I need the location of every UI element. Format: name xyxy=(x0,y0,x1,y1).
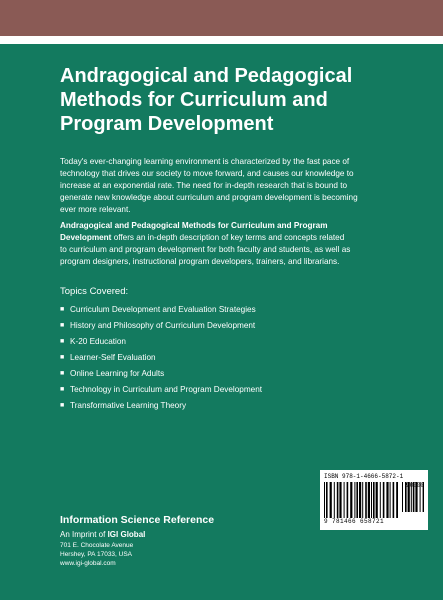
barcode-bar xyxy=(373,482,375,518)
barcode-bar xyxy=(386,482,388,518)
bullet-icon: ■ xyxy=(60,370,65,377)
bullet-icon: ■ xyxy=(60,354,65,361)
book-title xyxy=(60,64,420,136)
barcode-bar xyxy=(396,482,398,518)
topic-item xyxy=(60,382,400,398)
bullet-icon: ■ xyxy=(60,386,65,393)
bullet-icon: ■ xyxy=(60,306,65,313)
isbn-label: ISBN 978-1-4666-5872-1 xyxy=(324,473,404,480)
description-paragraph xyxy=(60,220,420,268)
barcode-digits: 9 781466 658721 xyxy=(324,518,385,525)
topic-item xyxy=(60,398,400,414)
imprint-name: IGI Global xyxy=(107,530,146,539)
bullet-icon: ■ xyxy=(60,338,65,345)
barcode-bar xyxy=(362,482,363,518)
barcode-bar xyxy=(376,482,378,518)
topic-item xyxy=(60,334,400,350)
barcode-bar xyxy=(354,482,355,518)
topic-label: Curriculum Development and Evaluation Strategies xyxy=(70,305,256,314)
topics-heading: Topics Covered: xyxy=(60,286,129,297)
barcode-bar xyxy=(344,482,345,518)
barcode-bar xyxy=(356,482,358,518)
barcode-bar xyxy=(383,482,385,518)
bullet-icon: ■ xyxy=(60,322,65,329)
title-line: Methods for Curriculum and xyxy=(60,89,328,111)
barcode-bar xyxy=(330,482,332,518)
topic-label: Technology in Curriculum and Program Development xyxy=(70,385,263,394)
intro-line: generate new knowledge about curriculum and program development is becoming xyxy=(60,193,358,202)
topic-label: K-20 Education xyxy=(70,337,126,346)
description-title-line: Andragogical and Pedagogical Methods for Curriculum and Program xyxy=(60,221,328,230)
address-line: 701 E. Chocolate Avenue xyxy=(60,542,134,549)
barcode-bar xyxy=(365,482,367,518)
publisher-address xyxy=(60,541,214,568)
top-band xyxy=(0,0,443,36)
description-line: to curriculum and program development for both faculty and students, as well as xyxy=(60,245,351,254)
address-line: Hershey, PA 17033, USA xyxy=(60,551,133,558)
divider-strip xyxy=(0,36,443,44)
barcode-bar xyxy=(371,482,372,518)
topic-label: Learner-Self Evaluation xyxy=(70,353,156,362)
description-text: offers an in-depth description of key terms and concepts related xyxy=(111,233,345,242)
imprint-prefix: An Imprint of xyxy=(60,530,108,539)
description-line xyxy=(60,232,420,244)
barcode-bar xyxy=(380,482,381,518)
bullet-icon: ■ xyxy=(60,402,65,409)
imprint-line xyxy=(60,530,214,539)
topic-item xyxy=(60,366,400,382)
intro-line: increase at an exponential rate. The need for in-depth research that is bound to xyxy=(60,181,348,190)
barcode-bar xyxy=(359,482,361,518)
title-line: Program Development xyxy=(60,113,274,135)
intro-line: technology that drives our society to move forward, and causes our knowledge to xyxy=(60,169,354,178)
intro-paragraph xyxy=(60,156,420,216)
publisher-name: Information Science Reference xyxy=(60,514,215,526)
topics-list xyxy=(60,302,400,414)
barcode-bar xyxy=(339,482,341,518)
barcode-bar xyxy=(393,482,395,518)
barcode-bar xyxy=(368,482,370,518)
publisher-block xyxy=(60,514,214,568)
intro-line: Today's ever-changing learning environment is characterized by the fast pace of xyxy=(60,157,350,166)
barcode-bar xyxy=(350,482,352,518)
isbn-barcode xyxy=(320,470,428,530)
topic-item xyxy=(60,318,400,334)
barcode-bar xyxy=(326,482,328,518)
description-line: program designers, instructional program developers, trainers, and librarians. xyxy=(60,257,340,266)
price-code: 90000 xyxy=(405,482,424,489)
barcode-bar xyxy=(334,482,335,518)
barcode-bars xyxy=(324,482,398,518)
topic-item xyxy=(60,302,400,318)
title-line: Andragogical and Pedagogical xyxy=(60,65,353,87)
barcode-bar xyxy=(337,482,339,518)
topic-label: Online Learning for Adults xyxy=(70,369,165,378)
website-link[interactable]: www.igi-global.com xyxy=(60,560,116,567)
description-title-end: Development xyxy=(60,233,112,242)
barcode-bar xyxy=(324,482,325,518)
barcode-bar xyxy=(390,482,391,518)
barcode-bar xyxy=(402,482,403,512)
topic-item xyxy=(60,350,400,366)
topic-label: History and Philosophy of Curriculum Development xyxy=(70,321,256,330)
topic-label: Transformative Learning Theory xyxy=(70,401,187,410)
intro-line: ever more relevant. xyxy=(60,205,131,214)
barcode-bar xyxy=(347,482,349,518)
